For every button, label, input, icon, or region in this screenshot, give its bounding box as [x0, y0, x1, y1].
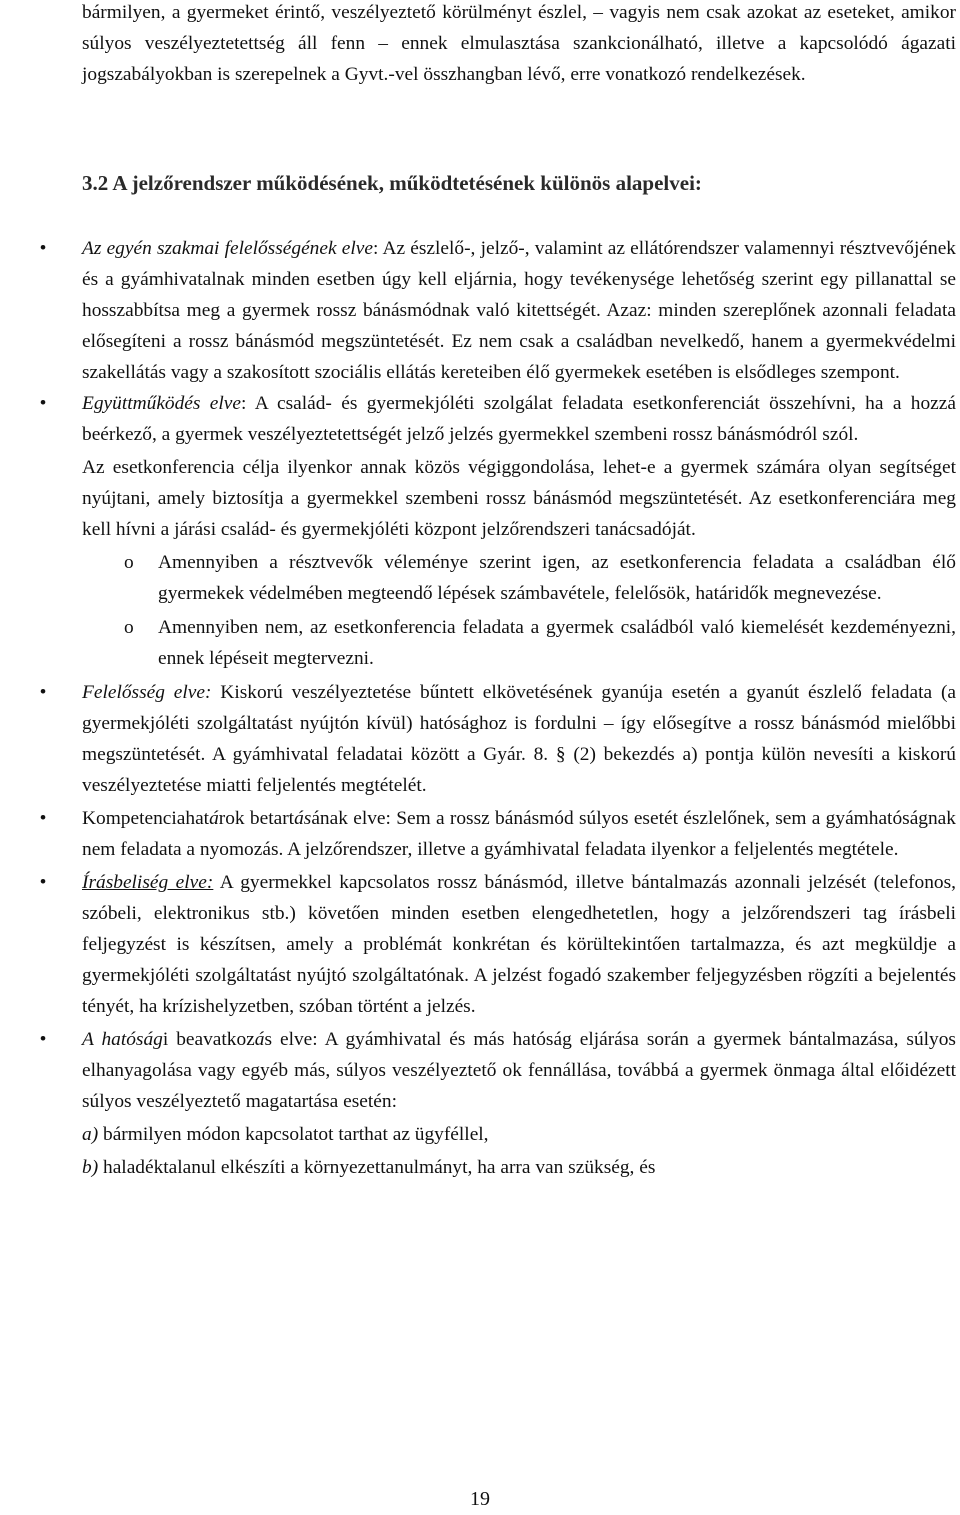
principle-text: : Az észlelő-, jelző-, valamint az ellátórendszer valamennyi résztvevőjének és a gyámhivatalnak minden esetben úgy kell eljárnia, hogy tevékenysége lehetőség szerint egy pillanattal se hosszabbítsa meg a gyermek rossz bánásmódnak való kitettségét. Azaz: minden szereplőnek azonnali feladata elősegíteni a rossz bánásmód megszüntetését. Ez nem csak a családban nevelkedő, hanem a gyermekvédelmi szakellátás vagy a szakosított szociális ellátás kereteiben élő gyermekek esetében is elsődleges szempont. [82, 238, 956, 383]
sub-item [82, 612, 956, 674]
principle-text: A gyermekkel kapcsolatos rossz bánásmód, illetve bántalmazás azonnali jelzését (telefonos, szóbeli, elektronikus stb.) követően minden esetben elengedhetetlen, hogy a jelzőrendszeri tag írásbeli feljegyzést is készítsen, amely a problémát konkrétan és körültekintően tartalmazza, és azt megküldje a gyermekjóléti szolgáltatást nyújtó szolgáltatónak. A jelzést fogadó szakember feljegyzésben rögzíti a bejelentés tényét, ha krízishelyzetben, szóban történt a jelzés. [82, 872, 957, 1017]
section-heading: 3.2 A jelzőrendszer működésének, működtetésének különös alapelvei: [82, 171, 702, 195]
sub-item-text: Amennyiben nem, az esetkonferencia feladata a gyermek családból való kiemelését kezdeményezni, ennek lépéseit megtervezni. [158, 617, 956, 669]
circle-bullet-icon: o [124, 617, 134, 638]
principle-term: Együttműködés elve [82, 393, 242, 414]
principle-term: A hatósági beavatkozás elve [82, 1029, 313, 1050]
bullet-icon: • [39, 872, 47, 893]
principle-paragraph: Az esetkonferencia célja ilyenkor annak közös végiggondolása, lehet-e a gyermek számára olyan segítséget nyújtani, amely biztosítja a gyermekkel szembeni rossz bánásmód megszüntetését. Az esetkonferenciára meg kell hívni a járási család- és gyermekjóléti központ jelzőrendszeri tanácsadóját. [82, 457, 956, 540]
bullet-icon: • [39, 393, 47, 414]
letter-item [82, 1119, 956, 1150]
sub-item-text: Amennyiben a résztvevők véleménye szerint igen, az esetkonferencia feladata a családban élő gyermekek védelmében megteendő lépések számbavétele, felelősök, határidők megnevezése. [158, 552, 956, 604]
principles-list [39, 233, 957, 1183]
principle-term: Kompetenciahatárok betartásának elve [82, 808, 386, 829]
circle-bullet-icon: o [124, 552, 134, 573]
bullet-icon: • [39, 238, 47, 259]
principle-text: Kiskorú veszélyeztetése bűntett elkövetésének gyanúja esetén a gyanút észlelő feladata (a gyermekjóléti szolgáltatást nyújtón kívül) hatósághoz is fordulni – így elősegítve a rossz bánásmód mielőbbi megszüntetését. A gyámhivatal feladatai között a Gyár. 8. § (2) bekezdés a) pontja külön nevesíti a kiskorú veszélyeztetése miatti feljelentés megtételét. [82, 682, 957, 796]
bullet-icon: • [39, 1029, 47, 1050]
letter-item [82, 1152, 956, 1183]
letter-text: bármilyen módon kapcsolatot tarthat az ügyféllel, [98, 1124, 489, 1145]
bullet-icon: • [39, 682, 47, 703]
bullet-icon: • [39, 808, 47, 829]
principle-item [39, 233, 956, 388]
principle-text: : A család- és gyermekjóléti szolgálat feladata esetkonferenciát összehívni, ha a hozzá beérkező, a gyermek veszélyeztetettségét jelző jelzés gyermekkel szembeni rossz bánásmódról szól. [82, 393, 956, 445]
letter-text: haladéktalanul elkészíti a környezettanulmányt, ha arra van szükség, és [98, 1157, 656, 1178]
principle-text: : Sem a rossz bánásmód súlyos esetét észlelőnek, sem a gyámhatóságnak nem feladata a nyomozás. A jelzőrendszer, illetve a gyámhivatal feladata ilyenkor a feljelentés megtétele. [82, 808, 956, 860]
intro-paragraph: bármilyen, a gyermeket érintő, veszélyeztető körülményt észlel, – vagyis nem csak azokat az eseteket, amikor súlyos veszélyeztetettség áll fenn – ennek elmulasztása szankcionálható, illetve a kapcsolódó ágazati jogszabályokban is szerepelnek a Gyvt.-vel összhangban lévő, erre vonatkozó rendelkezések. [82, 2, 956, 85]
sub-list [82, 547, 956, 674]
principle-item [39, 867, 957, 1022]
principle-item [39, 677, 957, 801]
page-number: 19 [470, 1488, 490, 1510]
principle-item [39, 1024, 956, 1183]
principle-text: : A gyámhivatal és más hatóság eljárása során a gyermek bántalmazása, súlyos elhanyagolása vagy egyéb más, súlyos veszélyeztető ok fennállása, továbbá a gyermek önmaga által előidézett súlyos veszélyeztető magatartása esetén: [82, 1029, 956, 1112]
principle-item [39, 803, 956, 865]
principle-item [39, 388, 956, 674]
letter-marker: b) [82, 1157, 99, 1178]
principle-term: Az egyén szakmai felelősségének elve [82, 238, 373, 259]
principle-term: Felelősség elve: [82, 682, 212, 703]
principle-term: Írásbeliség elve: [82, 872, 214, 893]
sub-item [82, 547, 956, 609]
letter-marker: a) [82, 1124, 99, 1145]
